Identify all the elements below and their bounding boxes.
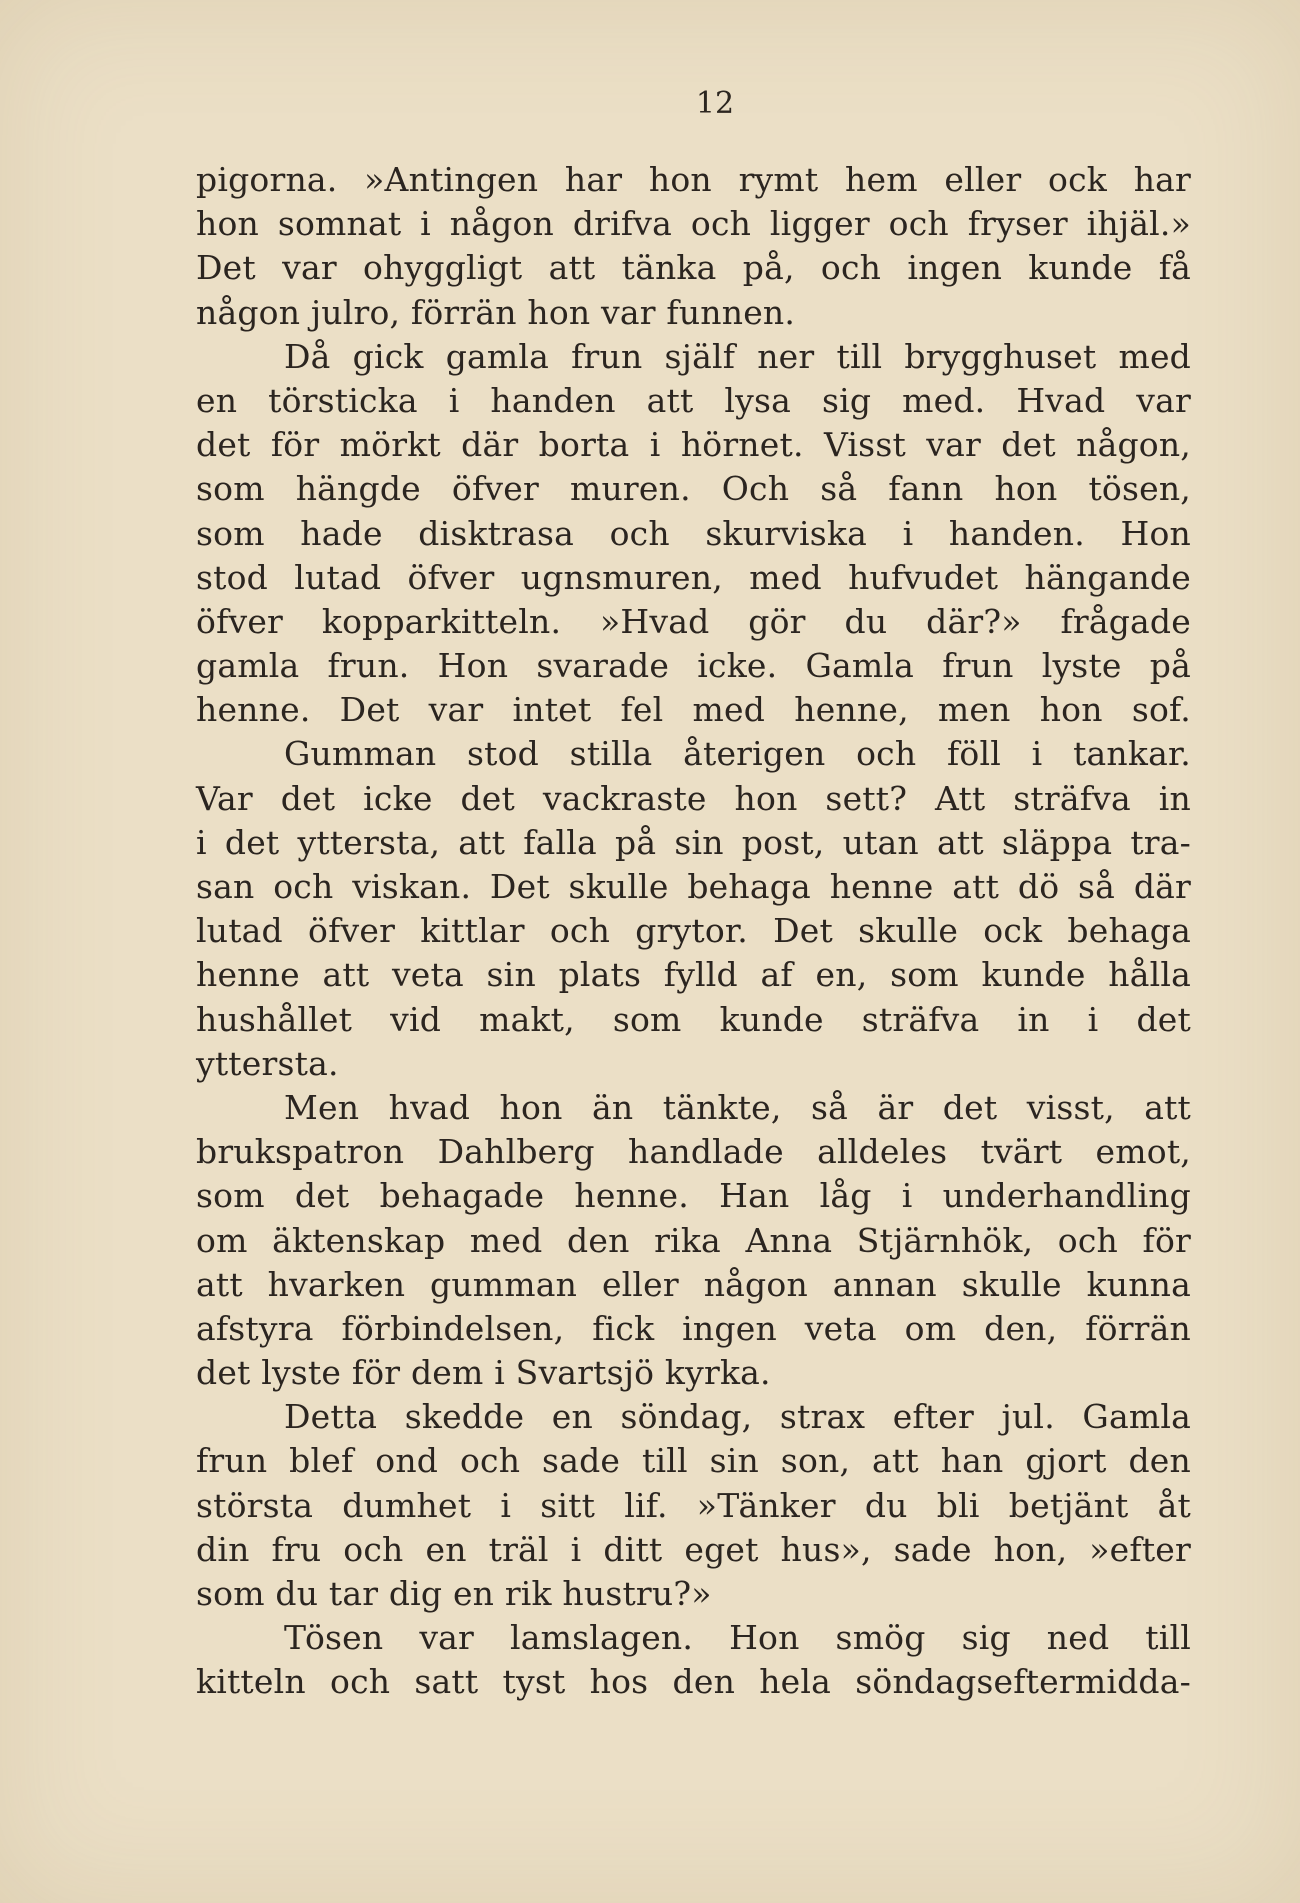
text-line: Var det icke det vackraste hon sett? Att sträfva in xyxy=(196,778,1191,818)
text-line: som hade disktrasa och skurviska i handen. Hon xyxy=(196,513,1191,553)
text-line: som du tar dig en rik hustru?» xyxy=(196,1574,712,1613)
text-line: stod lutad öfver ugnsmuren, med hufvudet hängande xyxy=(196,557,1191,597)
text-line: Gumman stod stilla återigen och föll i tankar. xyxy=(284,734,1191,774)
text-line: pigorna. »Antingen har hon rymt hem eller ock har xyxy=(196,160,1191,199)
text-line: öfver kopparkitteln. »Hvad gör du där?» frågade xyxy=(196,601,1191,641)
text-line: som hängde öfver muren. Och så fann hon tösen, xyxy=(196,469,1191,509)
text-line: henne att veta sin plats fylld af en, som kunde hålla xyxy=(196,955,1191,995)
text-line: en törsticka i handen att lysa sig med. Hvad var xyxy=(196,380,1191,420)
text-line: din fru och en träl i ditt eget hus», sade hon, »efter xyxy=(196,1529,1191,1569)
text-line: det lyste för dem i Svartsjö kyrka. xyxy=(196,1353,771,1393)
page-number: 12 xyxy=(695,86,735,121)
text-line: san och viskan. Det skulle behaga henne att dö så där xyxy=(196,867,1191,906)
text-line: kitteln och satt tyst hos den hela söndagseftermidda- xyxy=(196,1662,1191,1702)
text-line: yttersta. xyxy=(196,1043,339,1083)
text-line: om äktenskap med den rika Anna Stjärnhök, och för xyxy=(196,1220,1191,1260)
text-line: att hvarken gumman eller någon annan skulle kunna xyxy=(196,1264,1191,1304)
text-line: hushållet vid makt, som kunde sträfva in i det xyxy=(196,999,1191,1039)
text-line: det för mörkt där borta i hörnet. Visst var det någon, xyxy=(196,425,1191,465)
text-line: Tösen var lamslagen. Hon smög sig ned till xyxy=(284,1618,1191,1658)
text-line: som det behagade henne. Han låg i underhandling xyxy=(196,1176,1191,1216)
text-line: någon julro, förrän hon var funnen. xyxy=(196,292,796,332)
text-line: henne. Det var intet fel med henne, men hon sof. xyxy=(196,690,1191,730)
text-line: största dumhet i sitt lif. »Tänker du bli betjänt åt xyxy=(196,1485,1191,1525)
text-line: gamla frun. Hon svarade icke. Gamla frun lyste på xyxy=(196,646,1191,686)
text-line: frun blef ond och sade till sin son, att han gjort den xyxy=(196,1441,1191,1481)
text-line: Då gick gamla frun själf ner till brygghuset med xyxy=(284,336,1191,376)
text-line: Men hvad hon än tänkte, så är det visst, att xyxy=(284,1087,1191,1127)
text-line: Det var ohyggligt att tänka på, och ingen kunde få xyxy=(196,248,1191,288)
text-line: Detta skedde en söndag, strax efter jul. Gamla xyxy=(284,1397,1191,1437)
text-line: hon somnat i någon drifva och ligger och fryser ihjäl.» xyxy=(196,204,1191,244)
text-line: brukspatron Dahlberg handlade alldeles tvärt emot, xyxy=(196,1132,1191,1172)
text-line: i det yttersta, att falla på sin post, utan att släppa tra- xyxy=(196,822,1191,862)
text-line: afstyra förbindelsen, fick ingen veta om den, förrän xyxy=(196,1308,1191,1348)
body-text xyxy=(196,158,1191,1705)
text-line: lutad öfver kittlar och grytor. Det skulle ock behaga xyxy=(196,911,1191,951)
